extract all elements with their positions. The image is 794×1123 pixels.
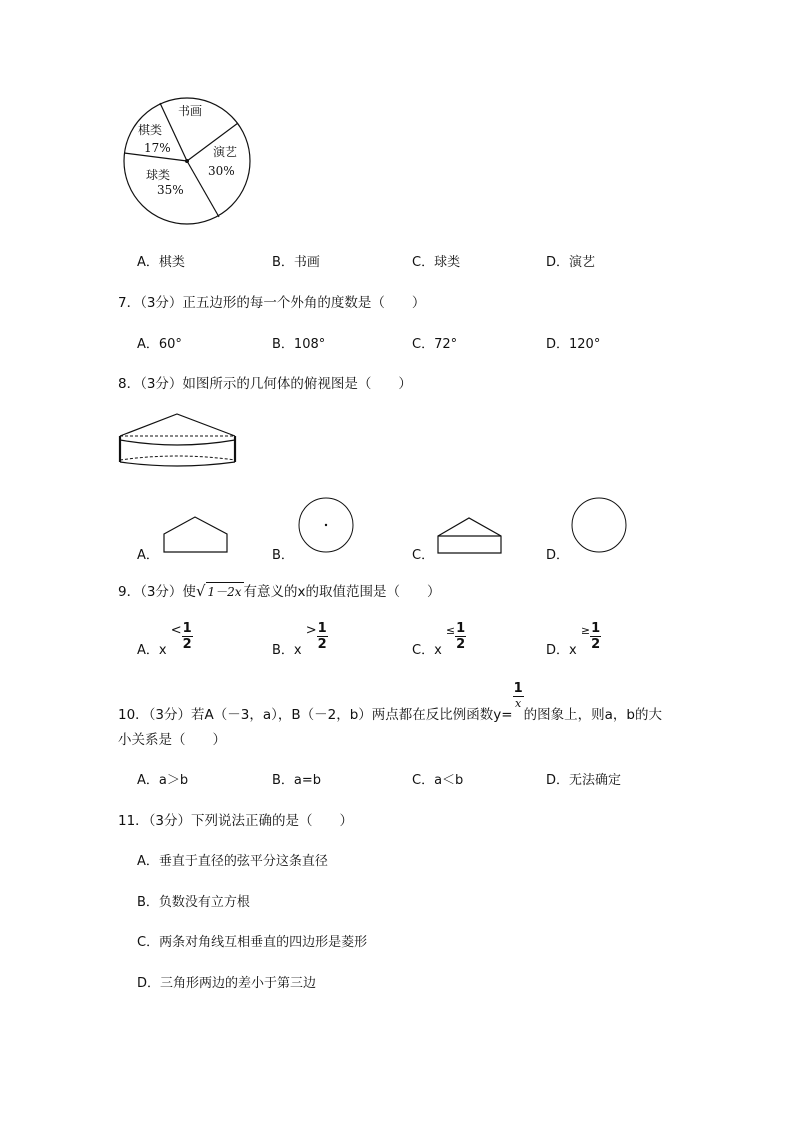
- q6-option-a[interactable]: A．棋类: [137, 255, 185, 270]
- q9-option-c-label: C．x: [412, 643, 442, 658]
- q6-option-d[interactable]: D．演艺: [546, 255, 596, 270]
- q7-stem: 7．（3分）正五边形的每一个外角的度数是（ ）: [118, 295, 426, 311]
- q7-option-a[interactable]: A．60°: [137, 337, 182, 352]
- q10-option-c[interactable]: C．a＜b: [412, 773, 464, 788]
- q8-option-c-shape: [437, 517, 503, 555]
- q9-stem-suffix: 有意义的x的取值范围是（ ）: [243, 584, 441, 600]
- q10-option-a[interactable]: A．a＞b: [137, 773, 189, 788]
- q8-option-d[interactable]: D．: [546, 548, 570, 563]
- q11-option-d[interactable]: D．三角形两边的差小于第三边: [137, 976, 317, 991]
- q8-solid-figure: [118, 412, 238, 468]
- q9-radicand: 1－2x: [206, 582, 244, 600]
- q9-stem-prefix: 9．（3分）使: [118, 584, 196, 600]
- pie-pct-ball: 35%: [157, 183, 184, 197]
- pie-chart-figure: [120, 96, 255, 231]
- q11-option-b[interactable]: B．负数没有立方根: [137, 895, 250, 910]
- q9-option-d-sign: ≥: [580, 624, 591, 637]
- q9-sqrt-sign: √: [195, 582, 206, 600]
- q10-stem-prefix: 10．（3分）若A（－3，a），B（－2，b）两点都在反比例函数y=: [118, 707, 513, 723]
- q7-option-d[interactable]: D．120°: [546, 337, 601, 352]
- q9-option-a-label: A．x: [137, 643, 167, 658]
- q9-option-d-label: D．x: [546, 643, 577, 658]
- q9-option-a-fraction: $\frac{1}{2}$: [182, 621, 192, 652]
- q10-stem-line2: 小关系是（ ）: [118, 732, 226, 748]
- q6-option-c[interactable]: C．球类: [412, 255, 461, 270]
- q8-option-b-shape: [298, 497, 356, 555]
- q10-fraction: $\frac{1}{x}$: [513, 681, 523, 710]
- q8-option-a[interactable]: A．: [137, 548, 159, 563]
- q10-stem-suffix: 的图象上，则a，b的大: [523, 707, 662, 723]
- q8-option-d-shape: [571, 497, 629, 555]
- pie-pct-chess: 17%: [144, 141, 171, 155]
- q7-option-c[interactable]: C．72°: [412, 337, 458, 352]
- pie-label-ball: 球类: [146, 168, 171, 182]
- q9-option-b-label: B．x: [272, 643, 302, 658]
- q9-option-d-fraction: $\frac{1}{2}$: [591, 621, 601, 652]
- pie-center-dot: [185, 159, 189, 163]
- q11-option-c[interactable]: C．两条对角线互相垂直的四边形是菱形: [137, 935, 368, 950]
- q9-option-d[interactable]: [546, 622, 601, 658]
- pie-label-performance: 演艺: [213, 145, 238, 159]
- q9-option-a-sign: <: [170, 623, 182, 638]
- q8-option-b[interactable]: B．: [272, 548, 294, 563]
- q6-option-b[interactable]: B．书画: [272, 255, 320, 270]
- q10-option-d[interactable]: D．无法确定: [546, 773, 622, 788]
- pie-label-chess: 棋类: [138, 123, 163, 137]
- q9-option-b[interactable]: [272, 622, 328, 658]
- q8-option-c[interactable]: C．: [412, 548, 435, 563]
- q9-option-b-sign: >: [305, 623, 317, 638]
- q8-option-a-shape: [163, 516, 229, 554]
- q9-option-a[interactable]: [137, 622, 193, 658]
- pie-label-calligraphy: 书画: [178, 104, 203, 118]
- q10-stem-line1: [118, 682, 662, 723]
- q10-option-b[interactable]: B．a=b: [272, 773, 322, 788]
- q9-option-c-fraction: $\frac{1}{2}$: [456, 621, 466, 652]
- q9-option-c[interactable]: [412, 622, 466, 658]
- q11-stem: 11．（3分）下列说法正确的是（ ）: [118, 813, 354, 829]
- q9-option-b-fraction: $\frac{1}{2}$: [317, 621, 327, 652]
- q9-option-c-sign: ≤: [445, 624, 456, 637]
- q8-stem: 8．（3分）如图所示的几何体的俯视图是（ ）: [118, 376, 412, 392]
- q11-option-a[interactable]: A．垂直于直径的弦平分这条直径: [137, 854, 328, 869]
- q7-option-b[interactable]: B．108°: [272, 337, 326, 352]
- pie-pct-performance: 30%: [208, 164, 235, 178]
- q9-stem: [118, 580, 441, 600]
